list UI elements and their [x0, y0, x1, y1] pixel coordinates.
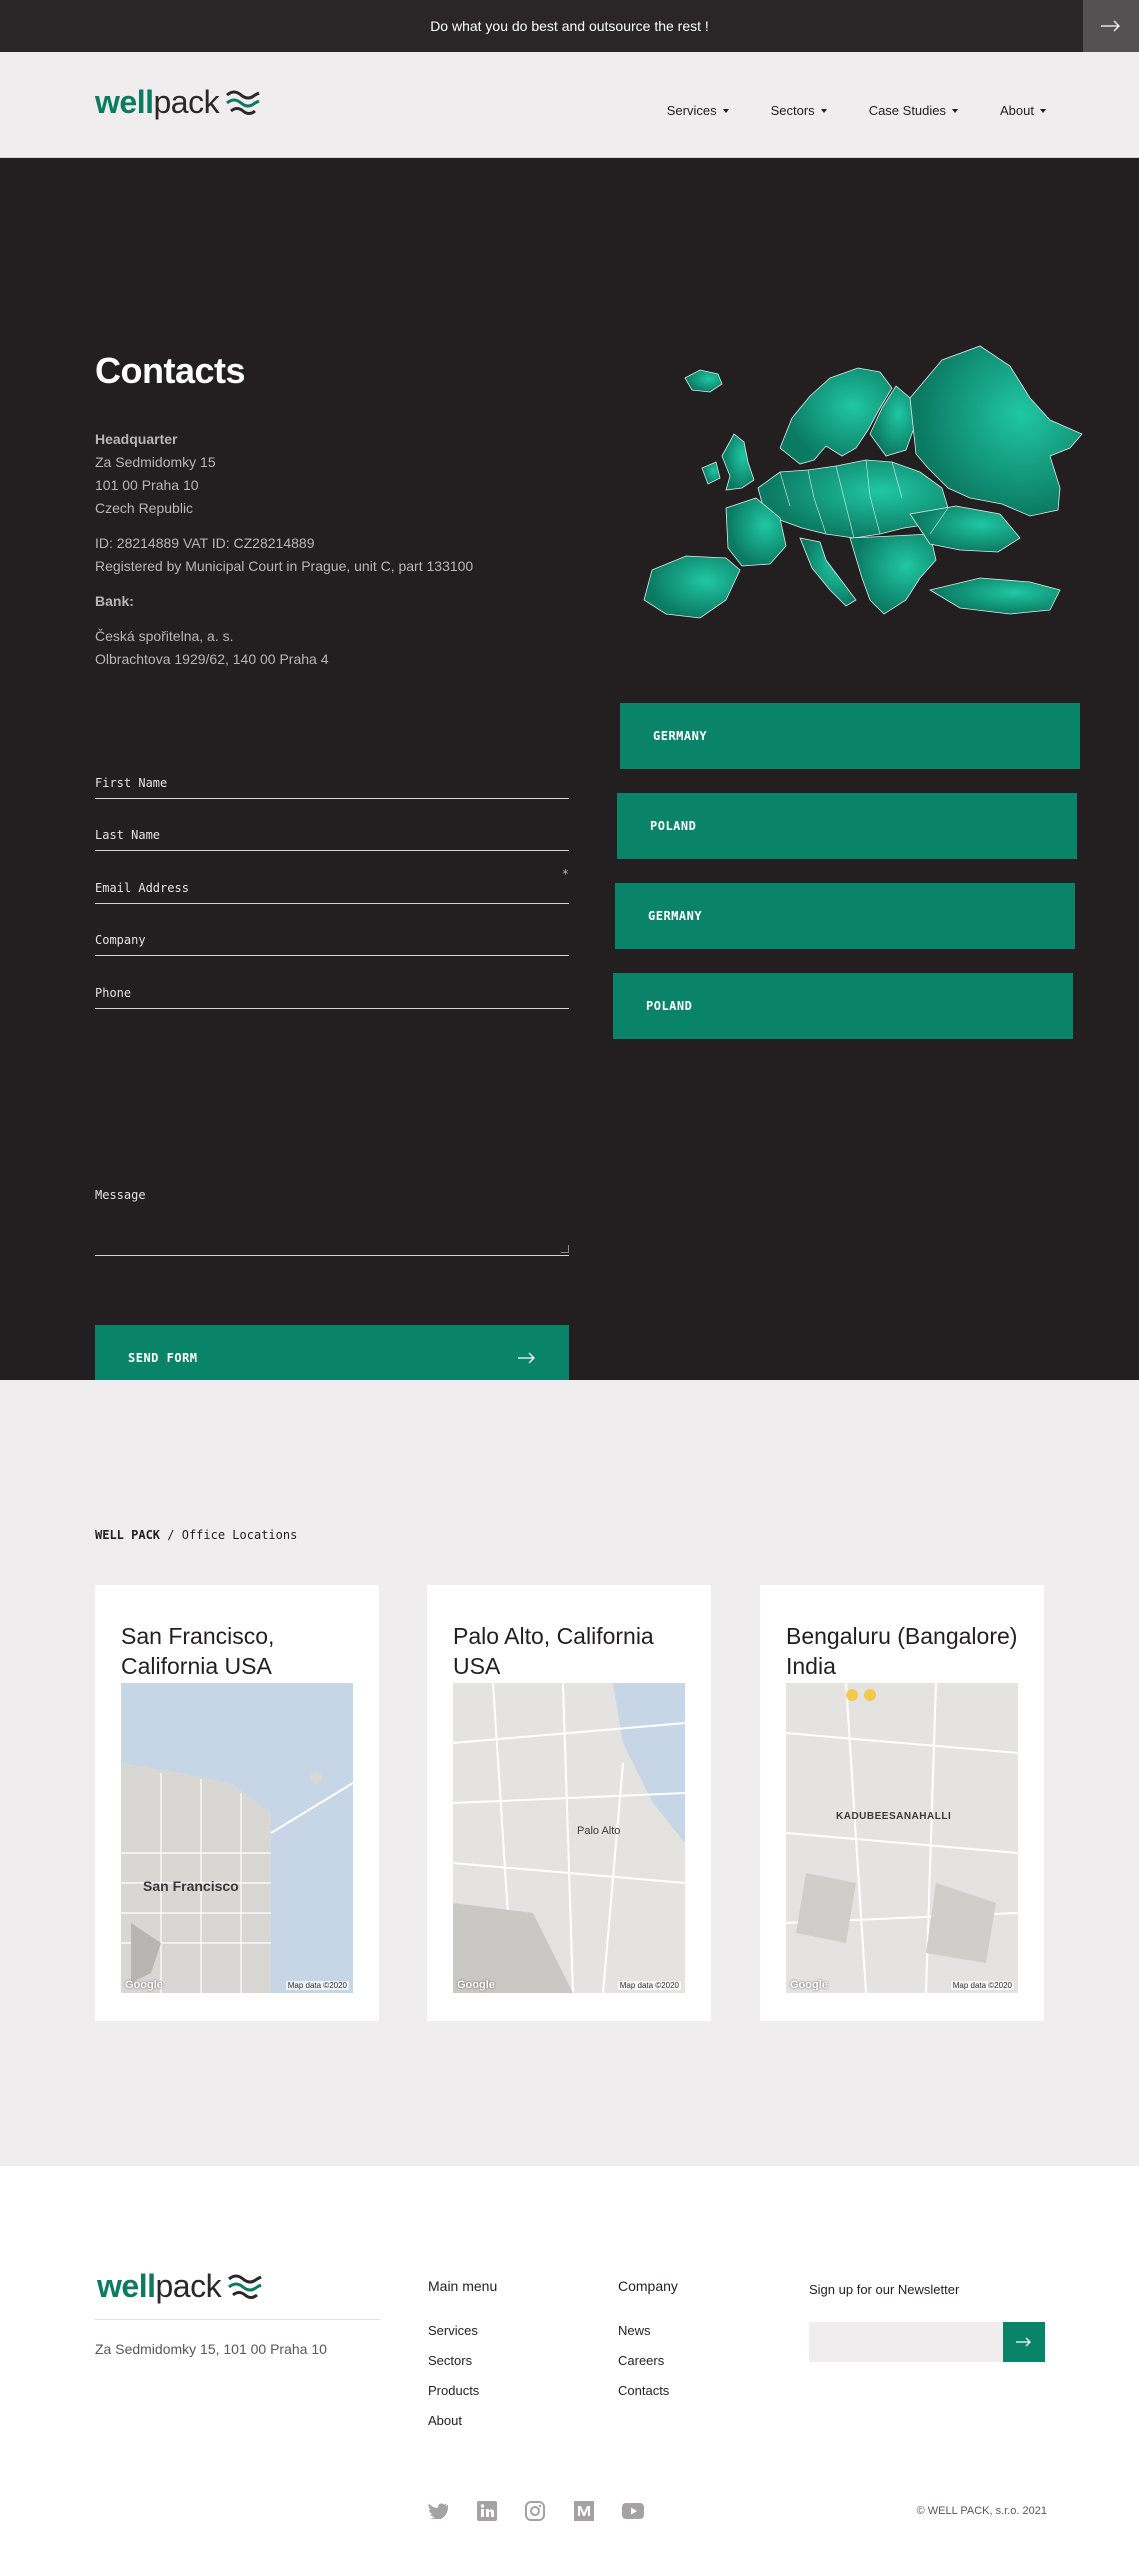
main-menu-title: Main menu [428, 2278, 498, 2294]
map-image [453, 1683, 685, 1993]
nav-about-label: About [1000, 103, 1034, 118]
map-city-label: Palo Alto [577, 1825, 621, 1837]
map-region-turkey [930, 578, 1060, 614]
twitter-icon[interactable] [427, 2500, 449, 2522]
send-form-label: SEND FORM [128, 1351, 198, 1365]
location-city: San Francisco, California USA [121, 1623, 275, 1679]
bank-line: Česká spořitelna, a. s. [95, 628, 234, 644]
email-field-label: Email Address [95, 881, 189, 895]
footer-divider [95, 2319, 380, 2320]
nav-services-label: Services [666, 103, 717, 118]
map-region-scandinavia [780, 368, 892, 464]
footer-link-careers[interactable]: Careers [618, 2353, 665, 2368]
location-map[interactable] [453, 1683, 685, 1993]
registration-info: Registered by Municipal Court in Prague, unit C, part 133100 [95, 558, 474, 574]
bank-line: Olbrachtova 1929/62, 140 00 Praha 4 [95, 651, 329, 667]
newsletter-title: Sign up for our Newsletter [809, 2282, 960, 2297]
map-city-label: San Francisco [143, 1878, 239, 1894]
logo-pack-text: pack [153, 84, 220, 120]
map-data-label: Map data ©2020 [619, 1981, 679, 1990]
google-logo: Google [790, 1979, 828, 1991]
location-card [760, 1585, 1044, 2021]
footer-address: Za Sedmidomky 15, 101 00 Praha 10 [95, 2341, 327, 2357]
phone-field[interactable]: Phone [95, 986, 569, 1009]
nav-case-studies-label: Case Studies [868, 103, 947, 118]
footer-link-about[interactable]: About [428, 2413, 462, 2428]
last-name-field[interactable]: Last Name [95, 828, 569, 851]
youtube-icon[interactable] [622, 2500, 644, 2522]
bank-label: Bank: [95, 593, 134, 609]
google-logo: Google [125, 1979, 163, 1991]
breadcrumb-brand[interactable]: WELL PACK [95, 1528, 161, 1542]
map-region-iceland [685, 370, 722, 392]
nav-sectors-label: Sectors [770, 103, 815, 118]
country-poland-button[interactable]: POLAND [613, 973, 1073, 1039]
required-mark: * [561, 867, 569, 881]
wellpack-logo[interactable] [95, 84, 261, 121]
arrow-right-icon [1016, 2337, 1032, 2347]
resize-handle[interactable] [561, 1245, 569, 1253]
location-city: Palo Alto, California USA [453, 1623, 654, 1679]
map-image [786, 1683, 1018, 1993]
map-region-italy [800, 538, 856, 606]
company-menu-title: Company [618, 2278, 678, 2294]
location-city: Bengaluru (Bangalore) India [786, 1623, 1018, 1679]
linkedin-icon[interactable] [476, 2500, 498, 2522]
nav-case-studies[interactable] [869, 103, 958, 118]
location-map[interactable] [786, 1683, 1018, 1993]
nav-services[interactable] [667, 103, 729, 118]
breadcrumb [95, 1528, 297, 1542]
country-germany-button[interactable]: GERMANY [615, 883, 1075, 949]
logo-well-text: well [97, 2268, 156, 2304]
footer-link-products[interactable]: Products [428, 2383, 480, 2398]
site-footer [0, 2166, 1139, 2560]
map-region-uk [722, 434, 754, 490]
breadcrumb-separator: / [160, 1528, 182, 1542]
map-data-label: Map data ©2020 [287, 1981, 347, 1990]
map-region-balkans [850, 534, 936, 614]
google-logo: Google [457, 1979, 495, 1991]
copyright: © WELL PACK, s.r.o. 2021 [916, 2505, 1047, 2517]
nav-about[interactable] [1000, 103, 1046, 118]
country-poland-button[interactable]: POLAND [617, 793, 1077, 859]
main-nav [667, 103, 1046, 118]
arrow-right-icon [518, 1352, 536, 1364]
logo-well-text: well [95, 84, 154, 120]
caret-down-icon [1040, 109, 1046, 113]
caret-down-icon [821, 109, 827, 113]
breadcrumb-current: Office Locations [181, 1528, 298, 1542]
map-region-iberia [644, 556, 740, 618]
company-ids: ID: 28214889 VAT ID: CZ28214889 [95, 535, 315, 551]
contacts-section [0, 158, 1139, 1380]
footer-link-services[interactable]: Services [428, 2323, 478, 2338]
location-card [95, 1585, 379, 2021]
map-image [121, 1683, 353, 1993]
footer-link-contacts[interactable]: Contacts [618, 2383, 670, 2398]
newsletter-email-input[interactable] [809, 2322, 1003, 2362]
logo-wave-icon [227, 2273, 263, 2301]
logo-pack-text: pack [155, 2268, 222, 2304]
announcement-bar [0, 0, 1139, 52]
footer-link-sectors[interactable]: Sectors [428, 2353, 473, 2368]
caret-down-icon [723, 109, 729, 113]
footer-logo[interactable] [97, 2268, 263, 2305]
footer-link-news[interactable]: News [618, 2323, 651, 2338]
logo-wave-icon [225, 89, 261, 117]
country-germany-button[interactable]: GERMANY [620, 703, 1080, 769]
announcement-text: Do what you do best and outsource the rest ! [430, 18, 709, 34]
nav-sectors[interactable] [771, 103, 827, 118]
announcement-arrow-button[interactable] [1083, 0, 1139, 52]
instagram-icon[interactable] [524, 2500, 546, 2522]
map-data-label: Map data ©2020 [952, 1981, 1012, 1990]
map-area-label: KADUBEESANAHALLI [836, 1811, 952, 1822]
hq-line: Za Sedmidomky 15 [95, 454, 216, 470]
hq-label: Headquarter [95, 431, 178, 447]
hq-line: Czech Republic [95, 500, 194, 516]
page-title: Contacts [95, 350, 246, 391]
location-card [427, 1585, 711, 2021]
hq-line: 101 00 Praha 10 [95, 477, 199, 493]
map-region-ireland [702, 462, 720, 484]
medium-icon[interactable] [573, 2500, 595, 2522]
company-info [95, 428, 473, 671]
europe-map[interactable] [630, 338, 1090, 678]
newsletter-submit-button[interactable] [1003, 2322, 1045, 2362]
office-locations-section [0, 1380, 1139, 2166]
email-field[interactable] [95, 867, 569, 904]
first-name-field[interactable]: First Name [95, 776, 569, 799]
location-map[interactable] [121, 1683, 353, 1993]
message-label: Message [95, 1188, 146, 1202]
site-header [0, 52, 1139, 158]
caret-down-icon [952, 109, 958, 113]
company-field[interactable]: Company [95, 933, 569, 956]
arrow-right-icon [1101, 20, 1121, 32]
message-textarea[interactable] [95, 1188, 569, 1256]
